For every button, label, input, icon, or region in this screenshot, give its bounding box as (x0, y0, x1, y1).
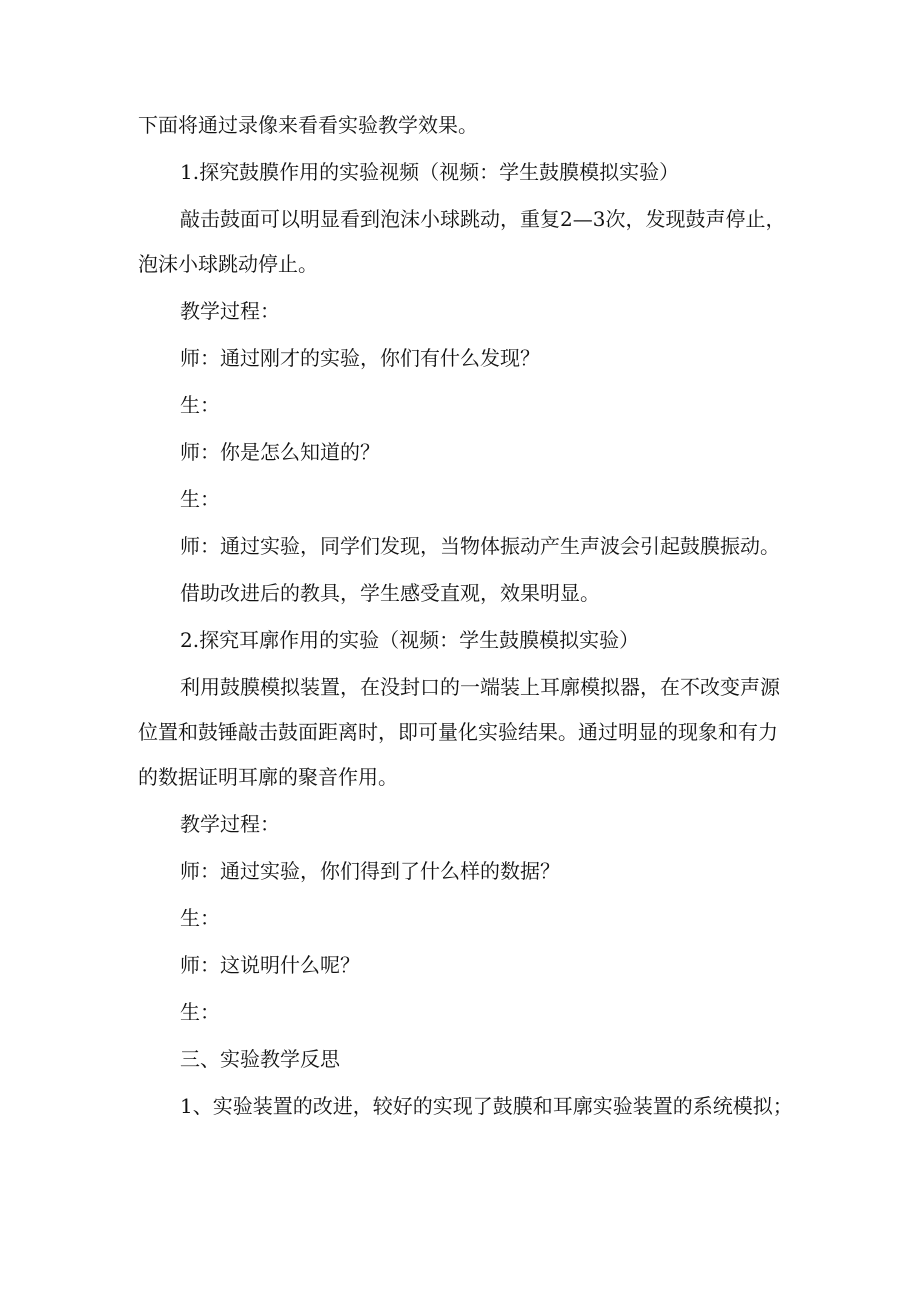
paragraph-effect: 借助改进后的教具，学生感受直观，效果明显。 (180, 581, 600, 605)
dialogue-teacher: 师：通过刚才的实验，你们有什么发现？ (180, 346, 540, 370)
dialogue-teacher: 师：通过实验，同学们发现，当物体振动产生声波会引起鼓膜振动。 (180, 534, 780, 558)
paragraph-drum-line-1: 敲击鼓面可以明显看到泡沫小球跳动，重复2—3次，发现鼓声停止， (180, 207, 786, 231)
label-teaching-process: 教学过程： (180, 299, 280, 323)
dialogue-student: 生： (180, 1000, 220, 1024)
paragraph-auricle-line-1: 利用鼓膜模拟装置，在没封口的一端装上耳廓模拟器，在不改变声源 (180, 675, 780, 699)
section-heading-reflection: 三、实验教学反思 (180, 1047, 340, 1071)
dialogue-teacher: 师：这说明什么呢？ (180, 953, 360, 977)
dialogue-teacher: 师：通过实验，你们得到了什么样的数据？ (180, 859, 560, 883)
dialogue-student: 生： (180, 906, 220, 930)
dialogue-teacher: 师：你是怎么知道的？ (180, 440, 380, 464)
paragraph-auricle-line-3: 的数据证明耳廓的聚音作用。 (138, 765, 398, 789)
dialogue-student: 生： (180, 487, 220, 511)
paragraph-intro: 下面将通过录像来看看实验教学效果。 (138, 113, 478, 137)
label-teaching-process: 教学过程： (180, 812, 280, 836)
heading-eardrum-experiment: 1.探究鼓膜作用的实验视频（视频：学生鼓膜模拟实验） (180, 160, 680, 184)
document-body (138, 113, 798, 1141)
heading-auricle-experiment: 2.探究耳廓作用的实验（视频：学生鼓膜模拟实验） (180, 628, 640, 652)
paragraph-auricle-line-2: 位置和鼓锤敲击鼓面距离时，即可量化实验结果。通过明显的现象和有力 (138, 720, 778, 744)
paragraph-drum-line-2: 泡沫小球跳动停止。 (138, 252, 318, 276)
paragraph-reflection-1: 1、实验装置的改进，较好的实现了鼓膜和耳廓实验装置的系统模拟； (180, 1094, 793, 1118)
dialogue-student: 生： (180, 393, 220, 417)
